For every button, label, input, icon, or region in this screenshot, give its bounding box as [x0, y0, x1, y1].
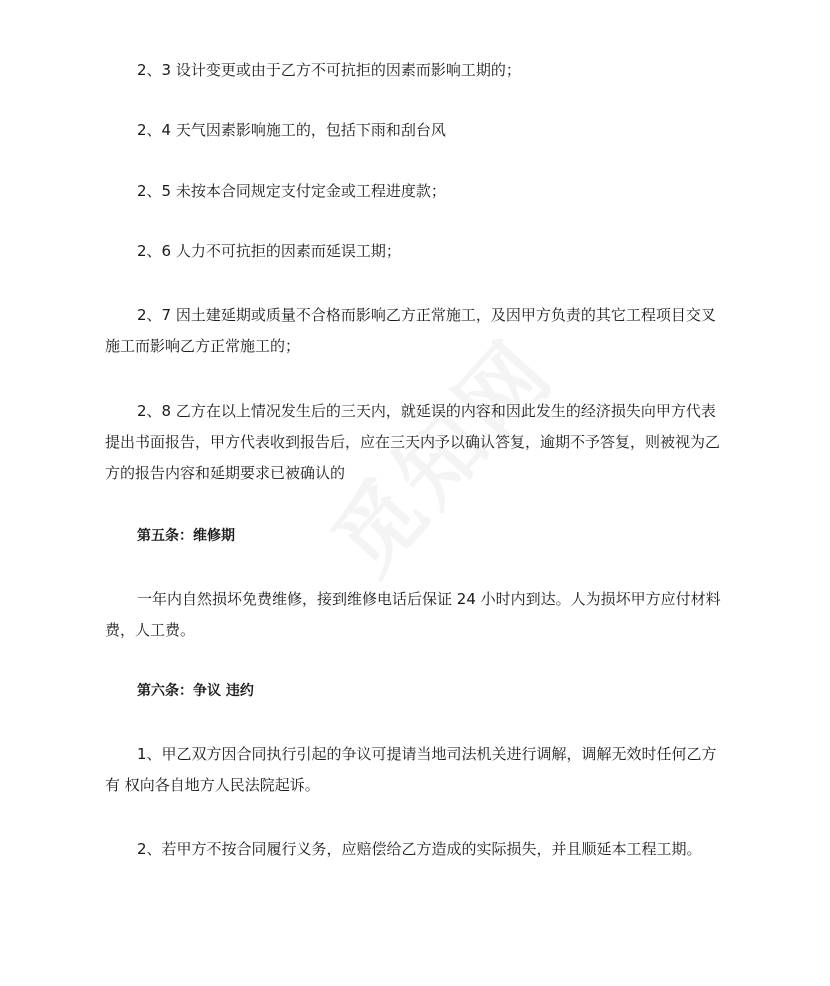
article-6-clause-2: 2、若甲方不按合同履行义务，应赔偿给乙方造成的实际损失，并且顺延本工程工期。 — [137, 840, 702, 858]
clause-2-4: 2、4 天气因素影响施工的，包括下雨和刮台风 — [137, 121, 446, 139]
clause-2-8: 2、8 乙方在以上情况发生后的三天内，就延误的内容和因此发生的经济损失向甲方代表提出书面报告，甲方代表收到报告后，应在三天内予以确认答复，逾期不予答复，则被视为乙方的报告内容和延期要求已被确认的 — [105, 402, 721, 482]
article-6-heading: 第六条：争议 违约 — [137, 683, 254, 699]
clause-2-5: 2、5 未按本合同规定支付定金或工程进度款； — [137, 182, 446, 200]
clause-2-7: 2、7 因土建延期或质量不合格而影响乙方正常施工，及因甲方负责的其它工程项目交叉施工而影响乙方正常施工的； — [105, 306, 716, 355]
article-5-heading: 第五条：维修期 — [137, 528, 235, 544]
clause-2-6: 2、6 人力不可抗拒的因素而延误工期； — [137, 242, 401, 260]
clause-2-3: 2、3 设计变更或由于乙方不可抗拒的因素而影响工期的； — [137, 61, 521, 79]
article-6-clause-1: 1、甲乙双方因合同执行引起的争议可提请当地司法机关进行调解，调解无效时任何乙方有 权向各自地方人民法院起诉。 — [105, 745, 717, 794]
article-5-body: 一年内自然损坏免费维修，接到维修电话后保证 24 小时内到达。人为损坏甲方应付材料费，人工费。 — [105, 590, 721, 639]
